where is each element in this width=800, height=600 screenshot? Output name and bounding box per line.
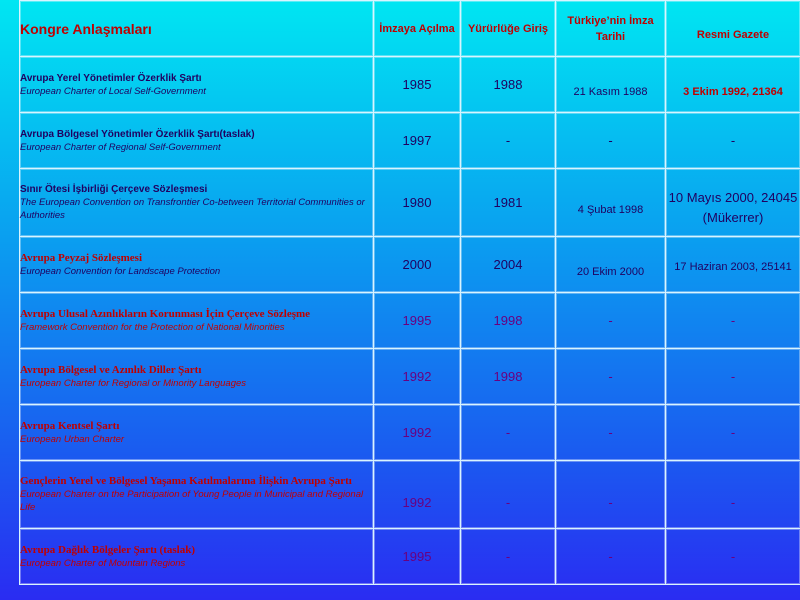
turkiye-cell: 21 Kasım 1988 [556,57,666,113]
yururluk-cell: - [461,113,556,169]
turkiye-cell: 20 Ekim 2000 [556,237,666,293]
convention-tr-name: Avrupa Kentsel Şartı [20,419,120,432]
convention-en-name: Framework Convention for the Protection of National Minorities [20,321,285,333]
convention-name-cell [20,237,374,293]
convention-en-name: European Charter on the Participation of Young People in Municipal and Regional Life [20,489,364,513]
yururluk-cell: 1988 [461,57,556,113]
yururluk-cell: 1998 [461,349,556,405]
convention-en-name: European Charter of Regional Self-Government [20,141,221,153]
convention-tr-name: Avrupa Yerel Yönetimler Özerklik Şartı [20,72,202,84]
imza-cell: 1980 [374,169,461,237]
imza-cell: 1985 [374,57,461,113]
gazete-cell: - [666,349,800,405]
gazete-cell: - [666,113,800,169]
turkiye-cell: - [556,113,666,169]
imza-cell: 1995 [374,529,461,585]
yururluk-cell: - [461,405,556,461]
imza-cell: 1992 [374,461,461,529]
convention-tr-name: Avrupa Ulusal Azınlıkların Korunması İçin Çerçeve Sözleşme [20,307,311,320]
table-row [20,237,800,293]
gazete-cell: 10 Mayıs 2000, 24045 (Mükerrer) [666,169,800,237]
header-gazete: Resmi Gazete [666,1,800,57]
convention-name-cell [20,169,374,237]
imza-cell: 2000 [374,237,461,293]
gazete-cell: - [666,293,800,349]
header-turkiye: Türkiye’nin İmza Tarihi [556,1,666,57]
yururluk-cell: 2004 [461,237,556,293]
table-row [20,529,800,585]
turkiye-cell: - [556,349,666,405]
convention-en-name: European Charter of Local Self-Government [20,85,206,97]
header-row [20,1,800,57]
table-row [20,405,800,461]
header-yururluk: Yürürlüğe Giriş [461,1,556,57]
convention-name-cell [20,405,374,461]
convention-tr-name: Avrupa Peyzaj Sözleşmesi [20,251,142,264]
turkiye-cell: 4 Şubat 1998 [556,169,666,237]
conventions-table [19,0,800,585]
header-kongre: Kongre Anlaşmaları [20,1,374,57]
convention-en-name: The European Convention on Transfrontier Co-between Territorial Communities or Authorities [20,197,365,221]
gazete-cell: 3 Ekim 1992, 21364 [666,57,800,113]
turkiye-cell: - [556,529,666,585]
convention-tr-name: Gençlerin Yerel ve Bölgesel Yaşama Katılmalarına İlişkin Avrupa Şartı [20,475,352,487]
convention-tr-name: Sınır Ötesi İşbirliği Çerçeve Sözleşmesi [20,184,208,195]
yururluk-cell: - [461,461,556,529]
gazete-cell: - [666,461,800,529]
convention-name-cell [20,293,374,349]
convention-en-name: European Charter for Regional or Minority Languages [20,377,247,389]
gazete-cell: - [666,529,800,585]
imza-cell: 1992 [374,349,461,405]
convention-en-name: European Charter of Mountain Regions [20,557,186,569]
yururluk-cell: 1998 [461,293,556,349]
convention-name-cell [20,349,374,405]
convention-name-cell [20,57,374,113]
table-row [20,293,800,349]
turkiye-cell: - [556,405,666,461]
convention-en-name: European Urban Charter [20,433,125,445]
table-row [20,349,800,405]
table-row [20,461,800,529]
table-row [20,57,800,113]
turkiye-cell: - [556,293,666,349]
convention-name-cell [20,529,374,585]
yururluk-cell: 1981 [461,169,556,237]
yururluk-cell: - [461,529,556,585]
table-row [20,113,800,169]
convention-name-cell [20,461,374,529]
table-row [20,169,800,237]
convention-tr-name: Avrupa Dağlık Bölgeler Şartı (taslak) [20,543,195,556]
convention-tr-name: Avrupa Bölgesel Yönetimler Özerklik Şartı(taslak) [20,128,255,140]
convention-name-cell [20,113,374,169]
imza-cell: 1997 [374,113,461,169]
imza-cell: 1992 [374,405,461,461]
imza-cell: 1995 [374,293,461,349]
gazete-cell: - [666,405,800,461]
turkiye-cell: - [556,461,666,529]
header-imza: İmzaya Açılma [374,1,461,57]
gazete-cell: 17 Haziran 2003, 25141 [666,237,800,293]
convention-tr-name: Avrupa Bölgesel ve Azınlık Diller Şartı [20,363,202,376]
convention-en-name: European Convention for Landscape Protection [20,265,221,277]
